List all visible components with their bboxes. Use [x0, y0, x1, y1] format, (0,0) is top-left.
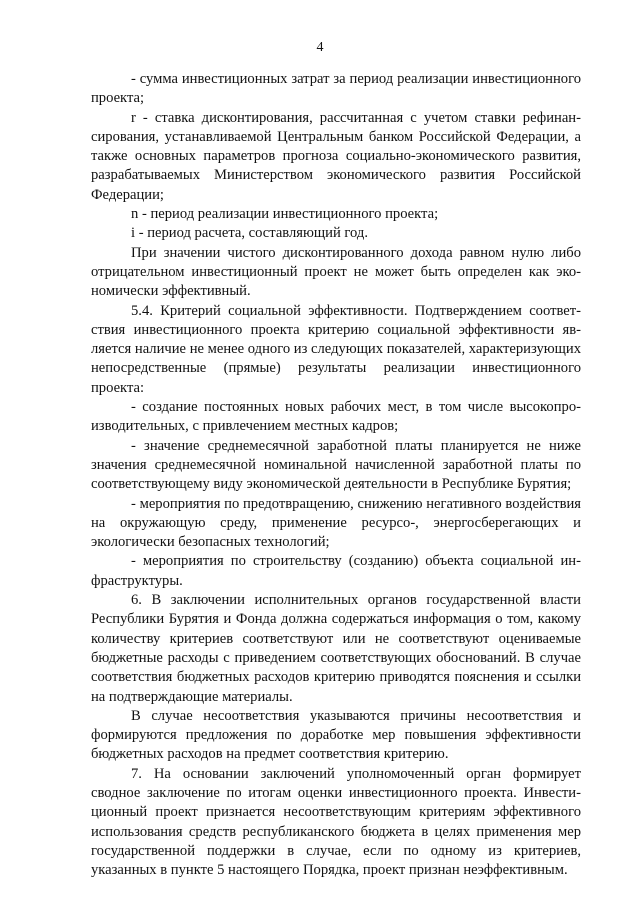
paragraph-environment: - мероприятия по предотвращению, снижению негативного воздействия на окружающую среду, применение ресурсо-, энергосберегающих и экологически безопасных технологий;	[91, 495, 581, 551]
paragraph-discount-rate: r - ставка дисконтирования, рассчитанная с учетом ставки рефинансирования, устанавливаемой Центральным банком Российской Федерации, а также основных параметров прогноза социально-экономического развития, разрабатываемых Министерством экономического развития Российской Федерации;	[91, 109, 581, 203]
document-body	[91, 70, 581, 880]
paragraph-jobs: - создание постоянных новых рабочих мест, в том числе высокопроизводительных, с привлечением местных кадров;	[91, 399, 581, 435]
page-number: 4	[316, 40, 324, 55]
paragraph-period-n: n - период реализации инвестиционного проекта;	[131, 206, 439, 223]
paragraph-investment-costs: - сумма инвестиционных затрат за период реализации инвестиционного проекта;	[91, 71, 581, 107]
paragraph-infrastructure: - мероприятия по строительству (созданию) объекта социальной инфраструктуры.	[91, 553, 581, 589]
paragraph-nonconformity: В случае несоответствия указываются причины несоответствия и формируются предложения по доработке мер повышения эффективности бюджетных расходов на предмет соответствия критерию.	[91, 707, 581, 763]
paragraph-conclusion-info: 6. В заключении исполнительных органов государственной власти Республики Бурятия и Фонда должна содержаться информация о том, какому количеству критериев соответствуют или не соответствуют оцениваемые бюджетные расходы с приведением соответствующих обоснований. В случае соответствия бюджетных расходов критерию приводятся пояснения и ссылки на подтверждающие материалы.	[91, 592, 581, 705]
paragraph-wages: - значение среднемесячной заработной платы планируется не ниже значения среднемесячной номинальной начисленной заработной платы по соответствующему виду экономической деятельности в Республике Бурятия;	[91, 437, 581, 493]
paragraph-npv-condition: При значении чистого дисконтированного дохода равном нулю либо отрицательном инвестиционный проект не может быть определен как экономически эффективный.	[91, 244, 581, 300]
paragraph-social-criterion: 5.4. Критерий социальной эффективности. Подтверждением соответствия инвестиционного проекта критерию социальной эффективности является наличие не менее одного из следующих показателей, характеризующих непосредственные (прямые) результаты реализации инвестиционного проекта:	[91, 302, 581, 396]
paragraph-period-i: i - период расчета, составляющий год.	[131, 225, 368, 242]
paragraph-summary-conclusion: 7. На основании заключений уполномоченный орган формирует сводное заключение по итогам оценки инвестиционного проекта. Инвестиционный проект признается несоответствующим критериям эффективного использования средств республиканского бюджета в целях применения мер государственной поддержки в случае, если по одному из критериев, указанных в пункте 5 настоящего Порядка, проект признан неэффективным.	[91, 765, 581, 879]
